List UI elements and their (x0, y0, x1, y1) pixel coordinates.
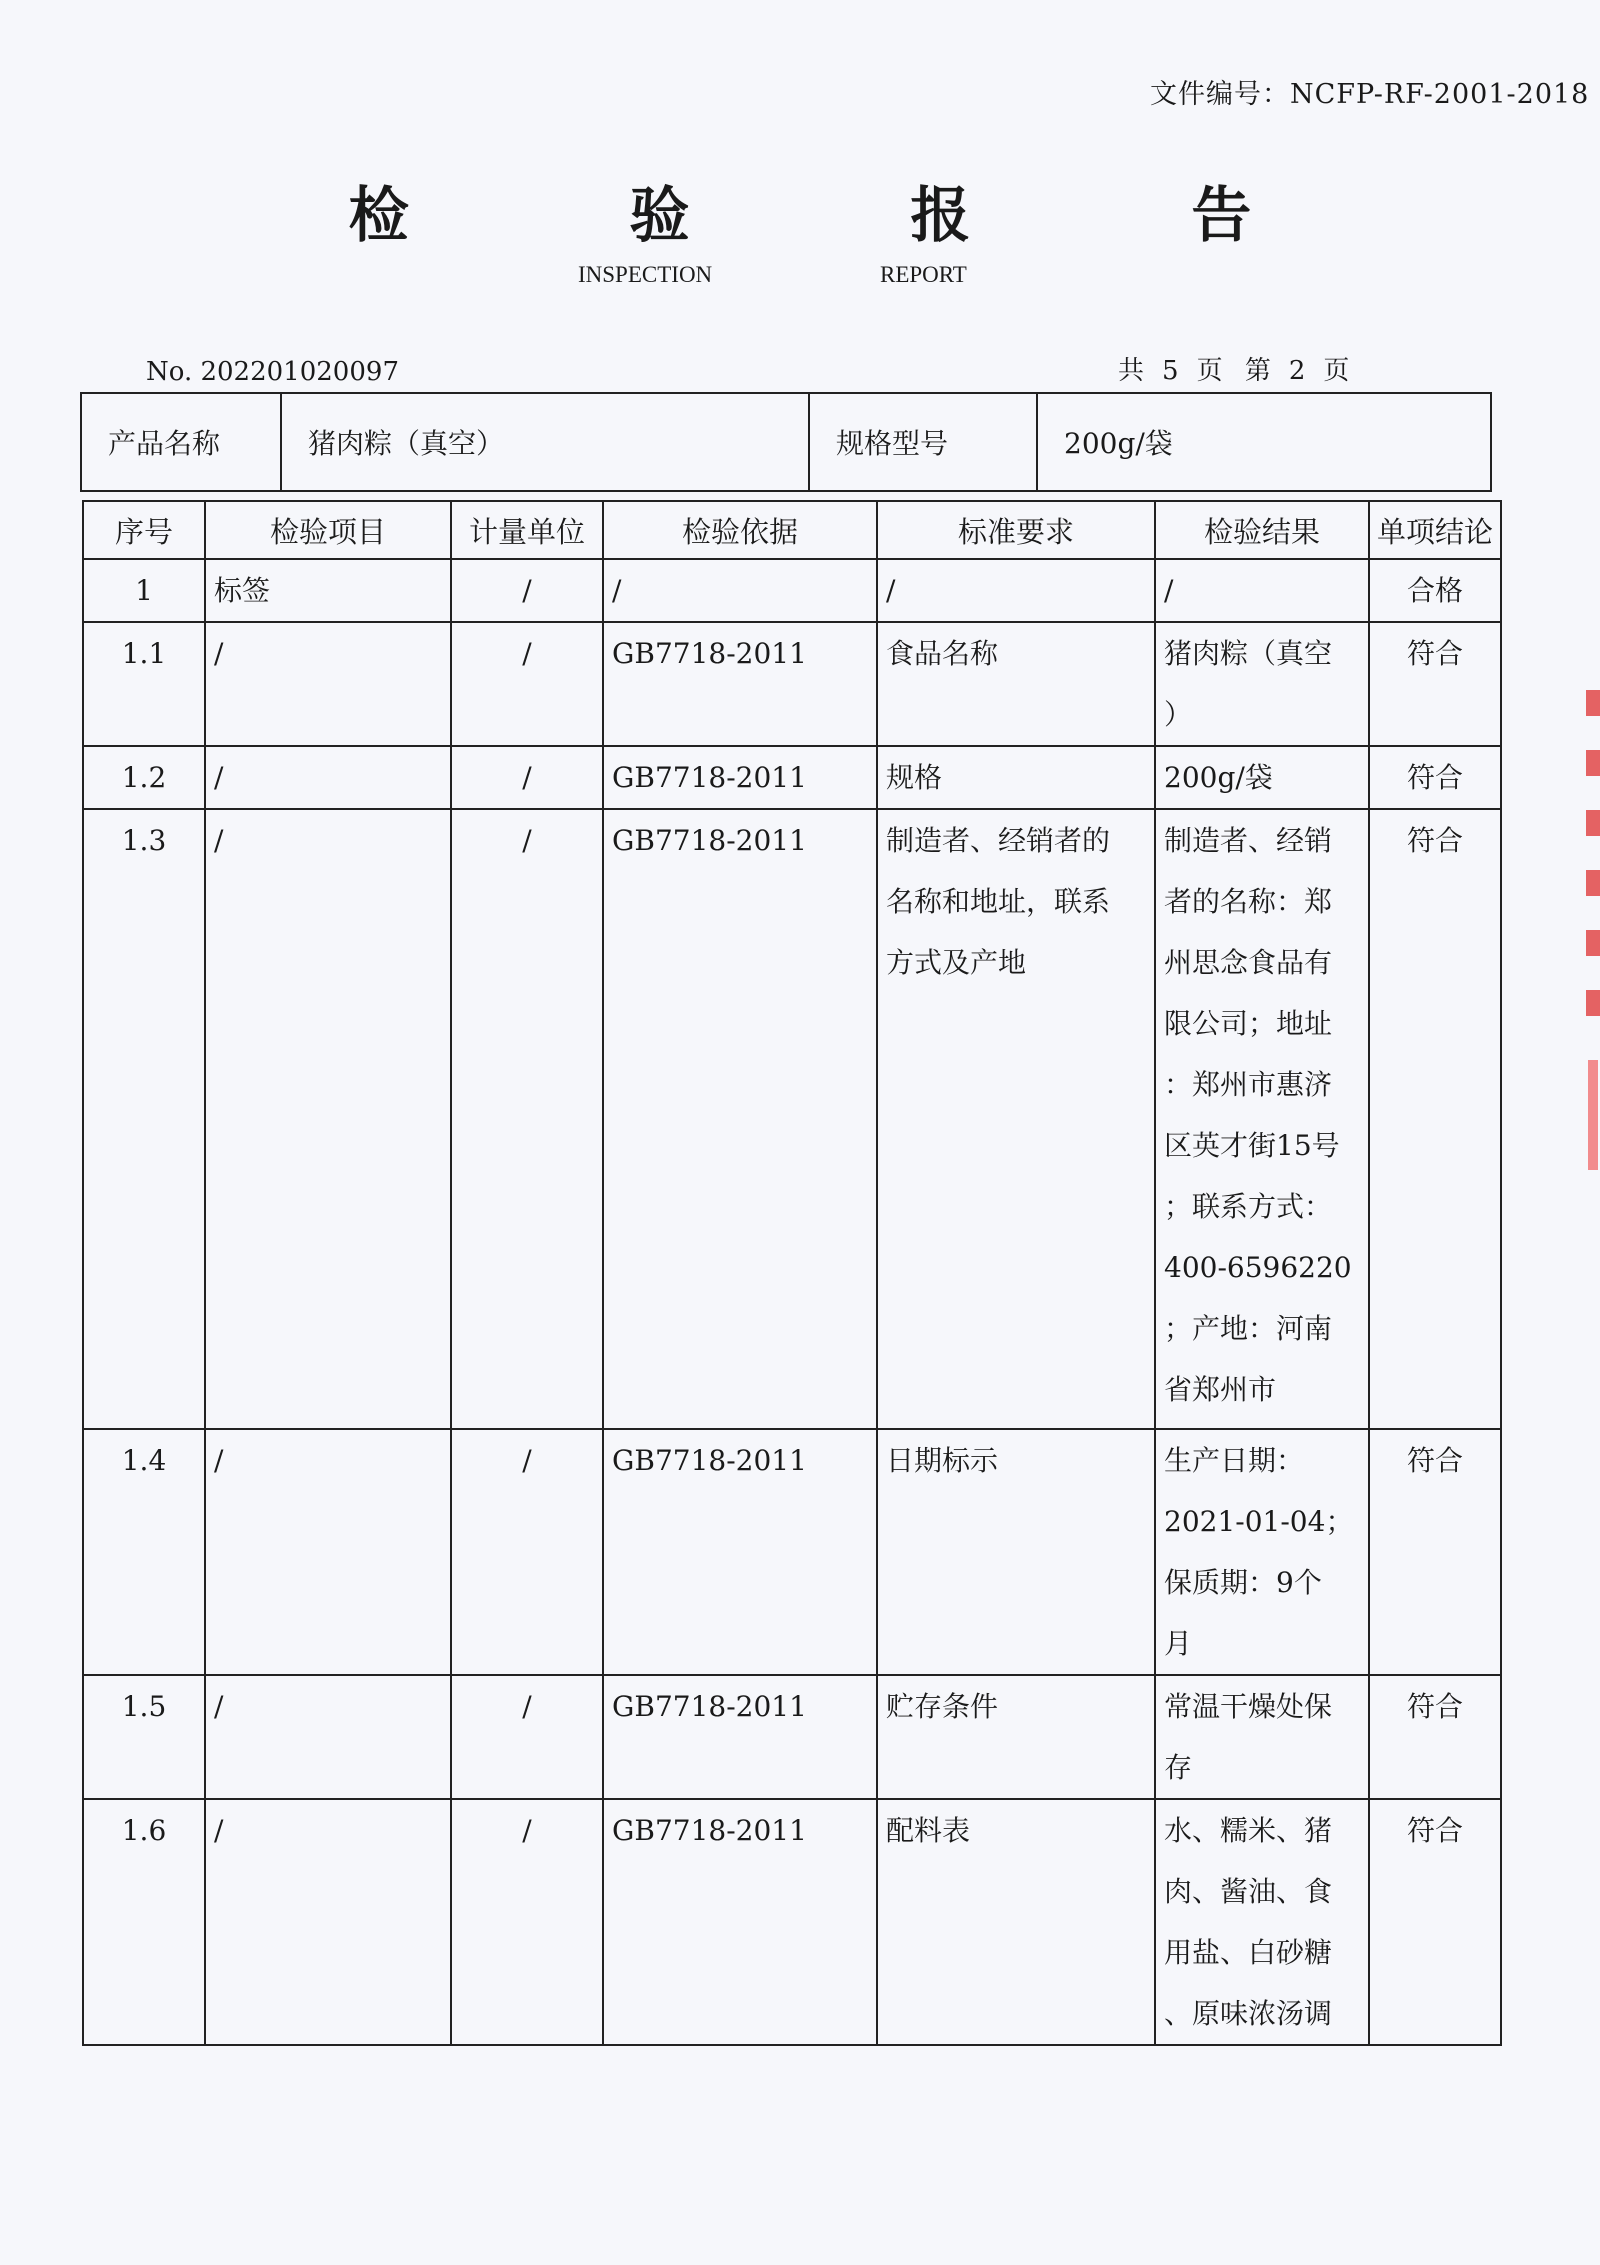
header-basis: 检验依据 (603, 501, 877, 559)
spec-value: 200g/袋 (1037, 393, 1491, 491)
cell-result: 制造者、经销 者的名称：郑 州思念食品有 限公司；地址 ：郑州市惠济 区英才街15号 ；联系方式： 400-6596220 ；产地：河南 省郑州市 (1155, 809, 1369, 1429)
cell-concl: 符合 (1369, 746, 1501, 809)
cell-result: 常温干燥处保 存 (1155, 1675, 1369, 1799)
cell-no: 1.3 (83, 809, 205, 1429)
subtitle-inspection: INSPECTION (578, 262, 713, 287)
cell-basis: GB7718-2011 (603, 1799, 877, 2045)
table-row (83, 746, 1501, 809)
page-info (1118, 350, 1367, 387)
report-number: No. 202201020097 (146, 357, 399, 387)
cell-concl: 符合 (1369, 1429, 1501, 1675)
header-result: 检验结果 (1155, 501, 1369, 559)
cell-concl: 符合 (1369, 1799, 1501, 2045)
document-number: 文件编号：NCFP-RF-2001-2018 (1150, 79, 1590, 110)
table-row (83, 1675, 1501, 1799)
cell-basis: GB7718-2011 (603, 746, 877, 809)
cell-unit: / (451, 1429, 603, 1675)
cell-req: 贮存条件 (877, 1675, 1155, 1799)
cell-concl: 符合 (1369, 809, 1501, 1429)
table-header-row (83, 501, 1501, 559)
cell-basis: / (603, 559, 877, 622)
cell-result: 水、糯米、猪 肉、酱油、食 用盐、白砂糖 、原味浓汤调 (1155, 1799, 1369, 2045)
cell-req: / (877, 559, 1155, 622)
cell-unit: / (451, 622, 603, 746)
table-row (83, 1429, 1501, 1675)
cell-item: / (205, 622, 451, 746)
page-mid: 页 第 (1196, 356, 1271, 386)
spec-label: 规格型号 (809, 393, 1037, 491)
cell-unit: / (451, 746, 603, 809)
cell-unit: / (451, 1799, 603, 2045)
cell-result: 200g/袋 (1155, 746, 1369, 809)
cell-no: 1.6 (83, 1799, 205, 2045)
cell-concl: 符合 (1369, 622, 1501, 746)
cell-item: / (205, 1675, 451, 1799)
table-row (83, 809, 1501, 1429)
cell-req: 日期标示 (877, 1429, 1155, 1675)
cell-item: / (205, 1429, 451, 1675)
header-conclusion: 单项结论 (1369, 501, 1501, 559)
cell-unit: / (451, 559, 603, 622)
cell-req: 制造者、经销者的 名称和地址，联系 方式及产地 (877, 809, 1155, 1429)
cell-concl: 符合 (1369, 1675, 1501, 1799)
cell-req: 食品名称 (877, 622, 1155, 746)
page-suffix: 页 (1323, 356, 1350, 386)
subtitle-report: REPORT (880, 262, 967, 287)
product-name-label: 产品名称 (81, 393, 281, 491)
cell-result: 猪肉粽（真空 ） (1155, 622, 1369, 746)
report-title: 检 验 报 告 (348, 181, 1352, 251)
cell-no: 1.4 (83, 1429, 205, 1675)
header-item: 检验项目 (205, 501, 451, 559)
cell-concl: 合格 (1369, 559, 1501, 622)
product-name-value: 猪肉粽（真空） (281, 393, 809, 491)
cell-no: 1.1 (83, 622, 205, 746)
cell-item: / (205, 746, 451, 809)
page-total: 5 (1162, 356, 1179, 386)
header-unit: 计量单位 (451, 501, 603, 559)
cell-result: 生产日期： 2021-01-04； 保质期：9个 月 (1155, 1429, 1369, 1675)
inspection-table (82, 500, 1502, 2046)
red-stamp-mark (1588, 1060, 1598, 1170)
cell-req: 配料表 (877, 1799, 1155, 2045)
cell-result: / (1155, 559, 1369, 622)
cell-req: 规格 (877, 746, 1155, 809)
cell-basis: GB7718-2011 (603, 809, 877, 1429)
cell-no: 1.2 (83, 746, 205, 809)
cell-item: / (205, 809, 451, 1429)
cell-unit: / (451, 809, 603, 1429)
product-info-table (80, 392, 1492, 492)
cell-basis: GB7718-2011 (603, 1429, 877, 1675)
cell-no: 1.5 (83, 1675, 205, 1799)
cell-unit: / (451, 1675, 603, 1799)
table-row (83, 622, 1501, 746)
cell-basis: GB7718-2011 (603, 1675, 877, 1799)
cell-item: 标签 (205, 559, 451, 622)
table-row (83, 559, 1501, 622)
header-requirement: 标准要求 (877, 501, 1155, 559)
page-current: 2 (1288, 356, 1306, 386)
cell-item: / (205, 1799, 451, 2045)
red-stamp-mark (1586, 690, 1600, 1020)
cell-basis: GB7718-2011 (603, 622, 877, 746)
header-no: 序号 (83, 501, 205, 559)
table-row (83, 1799, 1501, 2045)
page-total-prefix: 共 (1118, 356, 1145, 386)
cell-no: 1 (83, 559, 205, 622)
